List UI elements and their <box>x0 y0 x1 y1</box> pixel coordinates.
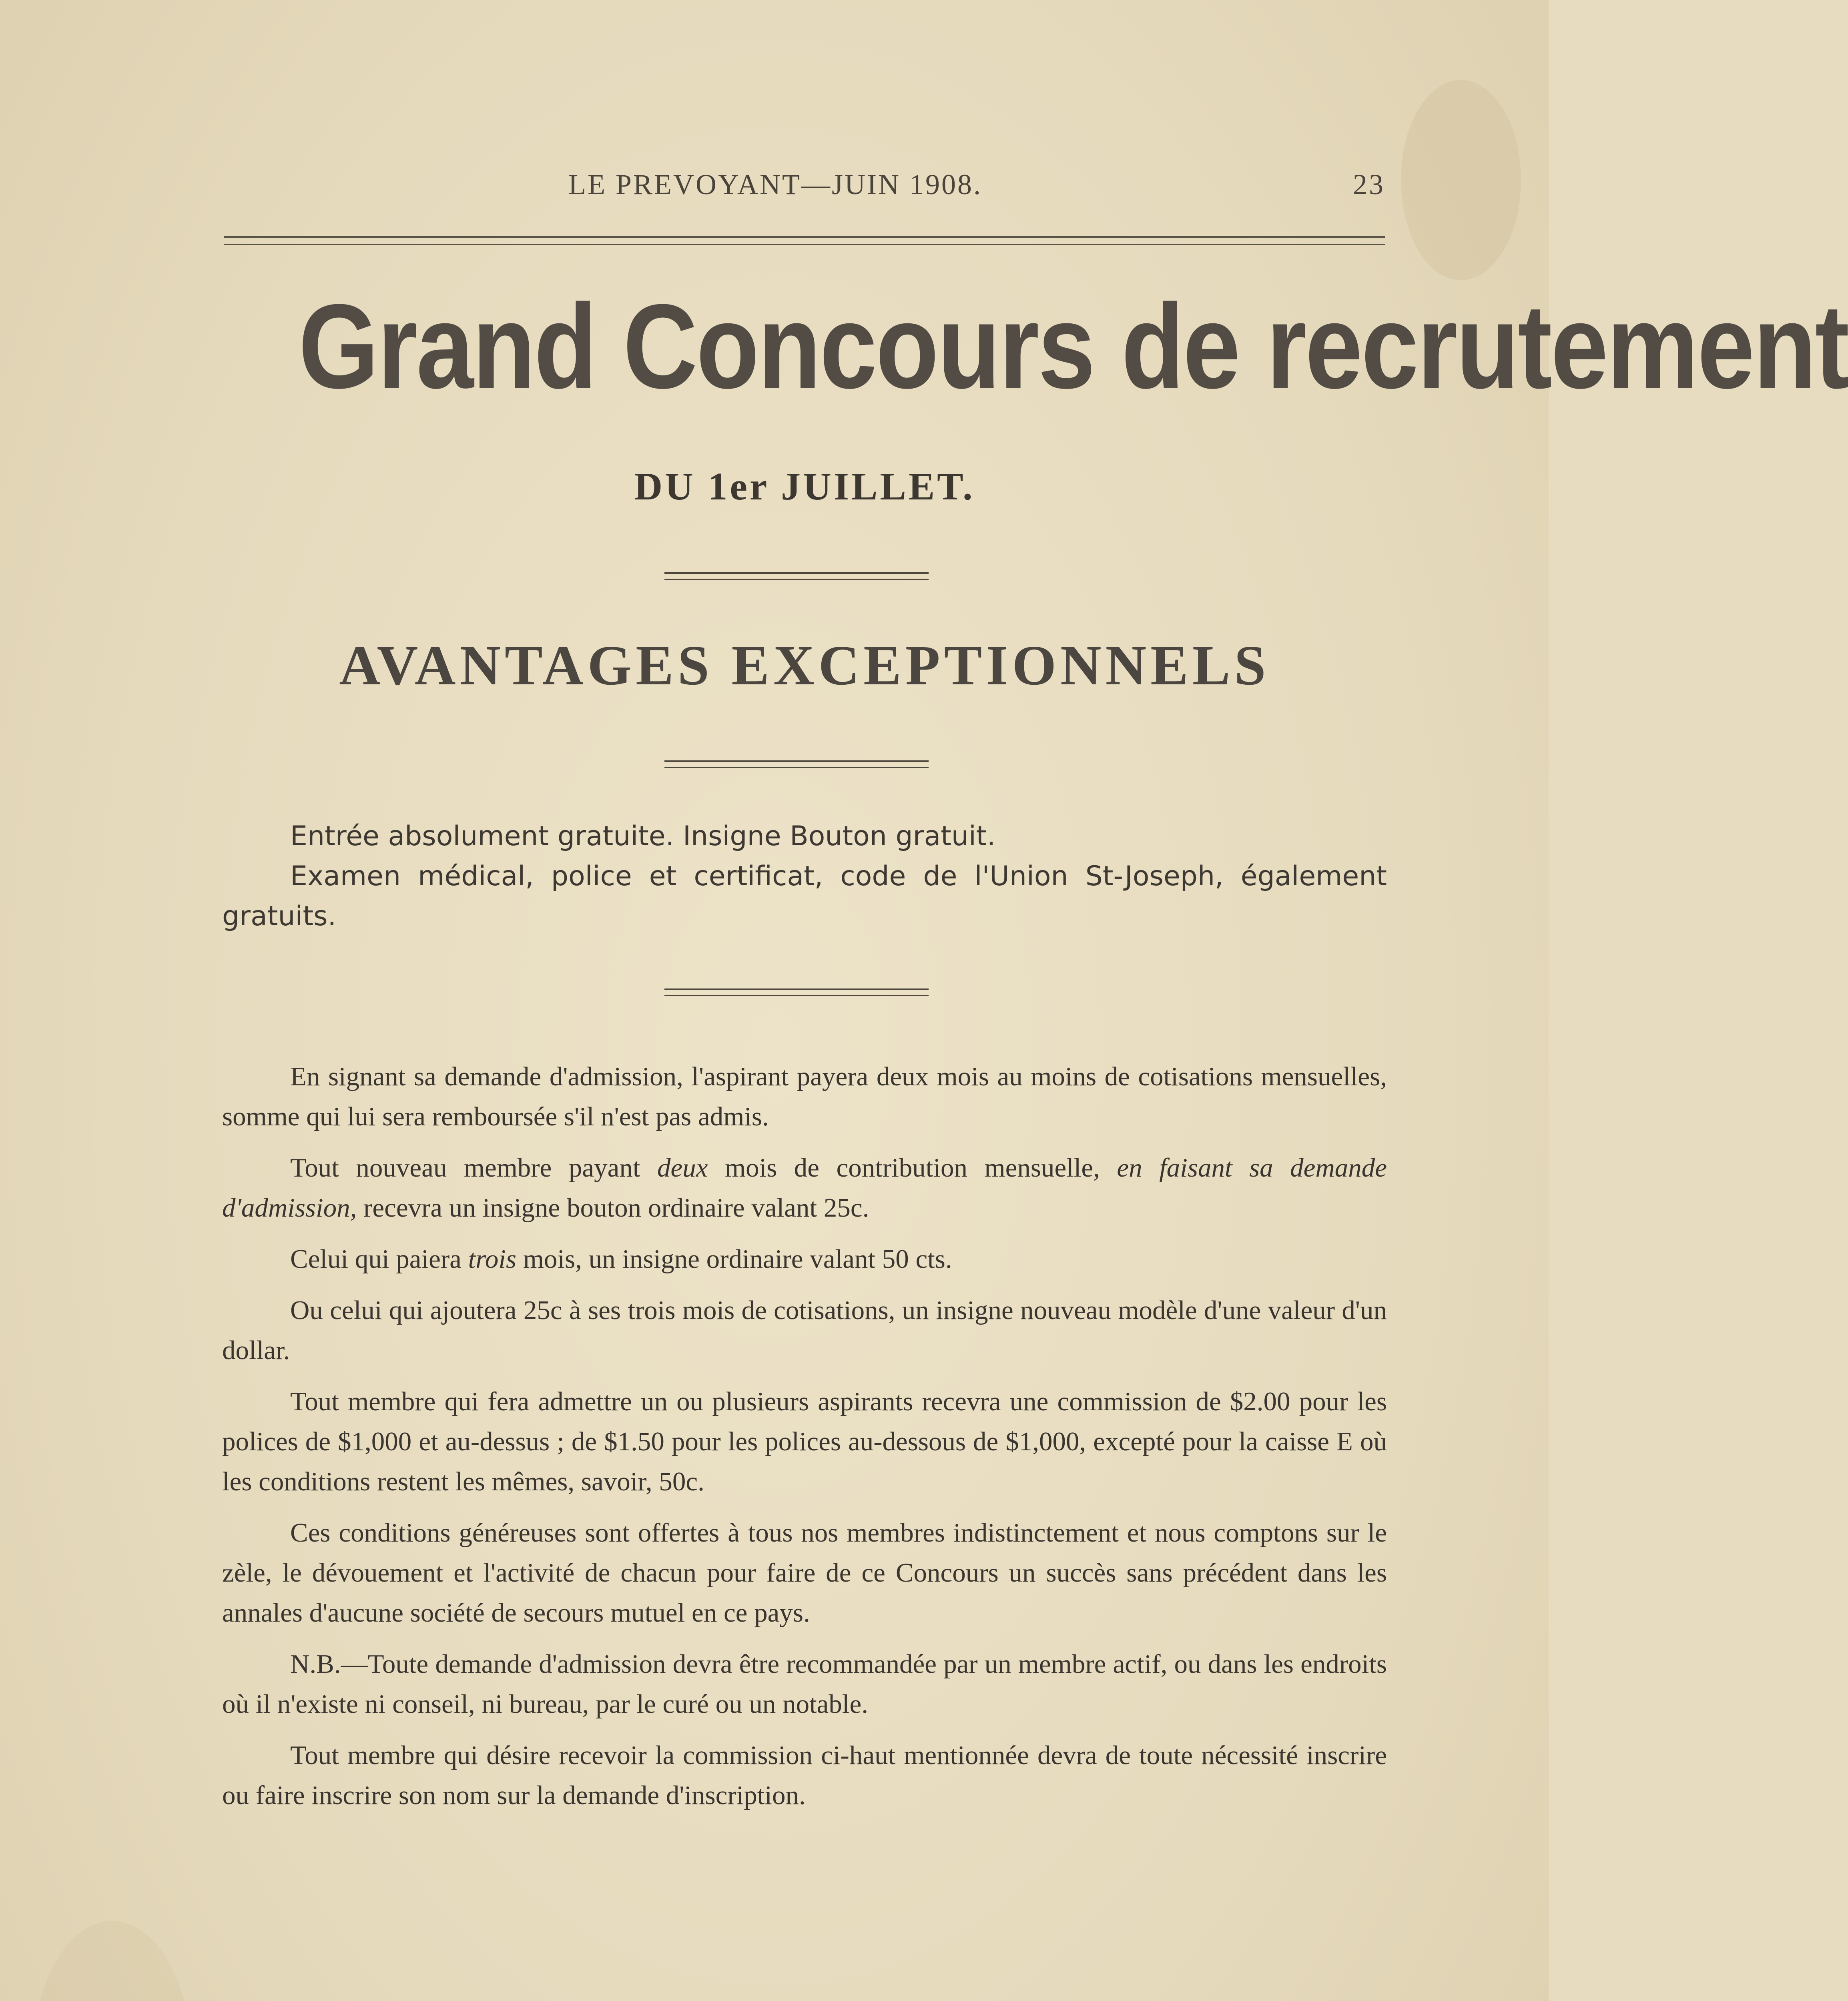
intro-line: Examen médical, police et certificat, code de l'Union St-Joseph, également gratuits. <box>222 860 1387 932</box>
paragraph: Ces conditions généreuses sont offertes à tous nos membres indistinctement et nous comptons sur le zèle, le dévouement et l'activité de chacun pour faire de ce Concours un succès sans précédent dans les annales d'aucune société de secours mutuel en ce pays. <box>222 1518 1387 1628</box>
paragraph: Tout membre qui désire recevoir la commission ci-haut mentionnée devra de toute nécessité inscrire ou faire inscrire son nom sur la demande d'inscription. <box>222 1740 1387 1810</box>
divider-rule <box>664 760 929 768</box>
paper-stain <box>1401 80 1521 280</box>
text-run: recevra un insigne bouton ordinaire valant 25c. <box>357 1193 869 1223</box>
running-title: LE PREVOYANT—JUIN 1908. <box>568 168 982 201</box>
emphasis: deux <box>657 1153 708 1183</box>
header-rule <box>224 236 1385 245</box>
emphasis: en faisant sa demande d'admission, <box>222 1153 1387 1223</box>
paragraph: N.B.—Toute demande d'admission devra être recommandée par un membre actif, ou dans les endroits où il n'existe ni conseil, ni bureau, par le curé ou un notable. <box>222 1649 1387 1719</box>
text-run: mois, un insigne ordinaire valant 50 cts. <box>516 1244 952 1274</box>
paper-stain <box>32 1921 192 2001</box>
paragraph: En signant sa demande d'admission, l'aspirant payera deux mois au moins de cotisations mensuelles, somme qui lui sera remboursée s'il n'est pas admis. <box>222 1062 1387 1131</box>
text-run: mois de contribution mensuelle, <box>708 1153 1117 1183</box>
paragraph: Ou celui qui ajoutera 25c à ses trois mois de cotisations, un insigne nouveau modèle d'une valeur d'un dollar. <box>222 1295 1387 1365</box>
text-run: Tout nouveau membre payant <box>290 1153 657 1183</box>
text-run: Celui qui paiera <box>290 1244 468 1274</box>
page-number: 23 <box>1353 168 1385 201</box>
emphasis: trois <box>468 1244 517 1274</box>
page-title: Grand Concours de recrutement <box>298 279 1848 413</box>
divider-rule <box>664 988 929 996</box>
intro-line: Entrée absolument gratuite. Insigne Bouton gratuit. <box>290 820 996 852</box>
subtitle-date: DU 1er JUILLET. <box>634 465 975 508</box>
intro-block <box>222 816 1387 936</box>
paragraph <box>222 1148 1387 1228</box>
divider-rule <box>664 572 929 580</box>
paragraph <box>222 1239 1387 1279</box>
section-heading: AVANTAGES EXCEPTIONNELS <box>339 634 1270 697</box>
paragraph: Tout membre qui fera admettre un ou plusieurs aspirants recevra une commission de $2.00 pour les polices de $1,000 et au-dessus ; de $1.50 pour les polices au-dessous de $1,000, excepté pour la caisse E où les conditions restent les mêmes, savoir, 50c. <box>222 1387 1387 1496</box>
article-body <box>222 1057 1387 1827</box>
